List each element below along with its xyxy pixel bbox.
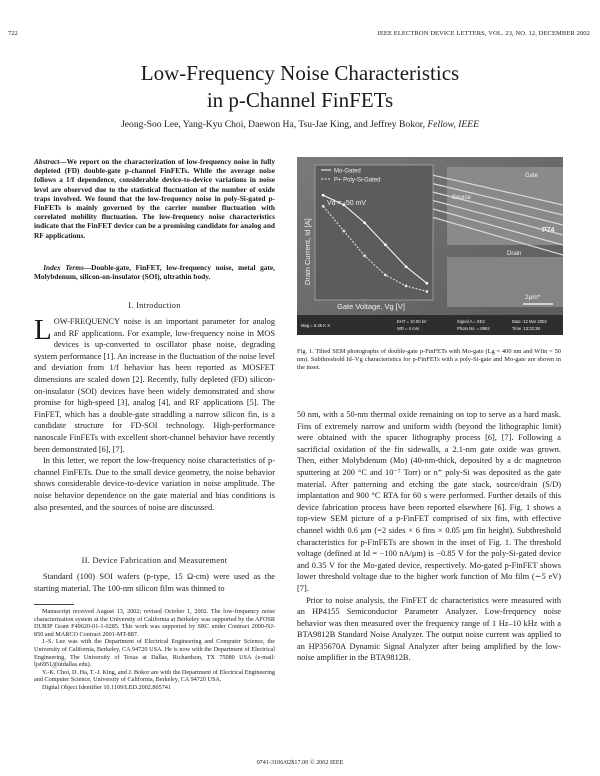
info-time: Time :13:22:38 bbox=[512, 326, 540, 331]
author-list bbox=[0, 119, 600, 130]
figure-1-caption: Fig. 1. Tilted SEM photographs of double-gate p-FinFETs with Mo-gate (Lg = 400 nm and Wfin = 50 nm). Subthreshold Id–Vg characteristics for p-FinFETs with a poly-Si-gate and Mo-gate are shown in the inset. bbox=[297, 348, 561, 372]
right-paragraph-2: Prior to noise analysis, the FinFET dc characteristics were measured with an HP4155 Semiconductor Parameter Analyzer. Low-frequency noise behavior was then measured over the frequency range of 1 Hz–10 kHz with a BTA9812B Standard Noise Analyzer. The output noise current was applied to an HP35670A Dynamic Signal Analyzer after being amplified by the low-noise amplifier in the BTA9812B. bbox=[297, 595, 561, 663]
right-column-body bbox=[297, 409, 561, 664]
journal-header: IEEE ELECTRON DEVICE LETTERS, VOL. 23, NO. 12, DECEMBER 2002 bbox=[377, 30, 590, 37]
title-line-1: Low-Frequency Noise Characteristics bbox=[140, 61, 460, 85]
scale-label: 2μm* bbox=[525, 294, 541, 301]
drop-cap: L bbox=[34, 314, 52, 346]
sem-image bbox=[297, 157, 563, 335]
fabrication-paragraph-1: Standard (100) SOI wafers (p-type, 15 Ω-cm) were used as the starting material. The 100-nm silicon film was thinned to bbox=[34, 572, 275, 593]
section-heading-fabrication: II. Device Fabrication and Measurement bbox=[81, 556, 228, 565]
footnote-rule bbox=[34, 604, 74, 605]
sem-info-bar bbox=[297, 315, 563, 335]
legend-mo: Mo-Gated bbox=[334, 168, 361, 175]
page-number: 722 bbox=[8, 30, 18, 37]
source-label: Source bbox=[452, 195, 472, 201]
info-mag: Mag = 6.36 K X bbox=[301, 323, 330, 328]
section-heading-introduction: I. Introduction bbox=[128, 301, 181, 310]
drain-region bbox=[447, 257, 563, 307]
author-names: Jeong-Soo Lee, Yang-Kyu Choi, Daewon Ha, Tsu-Jae King, and Jeffrey Bokor, bbox=[121, 119, 426, 130]
paper-title bbox=[0, 60, 600, 114]
right-paragraph-1: 50 nm, with a 50-nm thermal oxide remaining on top to serve as a hard mask. Fins of extremely narrow and uniform width (beyond the lithographic limit) were obtained with the spacer lithography process [6], [7]. Following a sacrificial oxidation of the fin sidewalls, a 2.1-nm gate oxide was grown. Then, either Molybdenum (Mo) (40-nm-thick, deposited by a dc magnetron sputtering at 200 °C and 10⁻⁷ Torr) or n⁺ poly-Si was deposited as the gate material. After patterning and etching the gate stack, source/drain (S/D) implantation and 900 °C RTA for 60 s were performed. Further details of this device fabrication process have been reported elsewhere [6]. Fig. 1 shows a top-view SEM picture of a p-FinFET comprised of six fins, with effective channel width 0.6 μm (=2 sides × 6 fins × 0.05 μm fin height). Subthreshold characteristics for p-FinFETs are shown in the inset of Fig. 1. The threshold voltage (defined at Id = −100 nA/μm) is −0.85 V for the poly-Si-gated device and 0.35 V for the Mo-gated device, respectively. Mo-gated p-FinFET shows lower threshold voltage due to the higher work function of Mo film (∼5 eV) [7]. bbox=[297, 410, 561, 593]
footnote-others: Y.-K. Choi, D. Ha, T.-J. King, and J. Bokor are with the Department of Electrical Engineering and Computer Science, University of California, Berkeley, CA 94720 USA. bbox=[34, 668, 275, 684]
figure-1-sem bbox=[297, 157, 563, 335]
index-terms-lead: Index Terms— bbox=[43, 263, 92, 272]
corner-label: P74 bbox=[542, 227, 555, 234]
footnote-doi: Digital Object Identifier 10.1109/LED.2002.805741 bbox=[42, 683, 171, 691]
index-terms-text: Double-gate, FinFET, low-frequency noise, metal gate, Molybdenum, silicon-on-insulator (SOI), ultrathin body. bbox=[34, 263, 275, 282]
legend-poly: P+ Poly-Si-Gated bbox=[334, 177, 381, 184]
drain-label: Drain bbox=[507, 251, 522, 257]
y-axis-label: Drain Current, Id [A] bbox=[303, 218, 312, 285]
footnotes bbox=[34, 608, 275, 692]
index-terms bbox=[34, 263, 275, 281]
info-eht: EHT = 10.00 kV bbox=[397, 319, 427, 324]
info-date: Date :12 Mar 2002 bbox=[512, 319, 547, 324]
footnote-lee: J.-S. Lee was with the Department of Electrical Engineering and Computer Science, the University of California, Berkeley, CA 94720 USA. He is now with the Department of Electrical Engineering, The University of Texas at Dallas, Richardson, TX 75080 USA (e-mail: ljs6951@utdallas.edu). bbox=[34, 638, 275, 669]
info-photo: Photo No. = 8962 bbox=[457, 326, 490, 331]
vd-annotation: Vd = -50 mV bbox=[327, 200, 367, 207]
author-fellow: Fellow, IEEE bbox=[427, 119, 479, 130]
abstract bbox=[34, 157, 275, 240]
intro-paragraph-1-text: noise is an important parameter for analog and RF applications. For example, low-frequency noise in MOS devices is up-converted to oscillator phase noise, degrading system performance [1]. An increase in the fluctuation of the noise level and deviation from 1/f behavior has been reported as MOSFET dimensions are scaled down [2]. Recently, fully depleted (FD) silicon-on-insulator (SOI) devices have been widely demonstrated and show promise for high-speed [3], analog [4], and RF applications [5]. The FinFET, which has a double-gate straddling a narrow silicon fin, is a candidate structure for FD-SOI technology. High-performance nanoscale FinFETs with excellent short-channel behavior have recently been demonstrated [6], [7]. bbox=[34, 317, 275, 454]
intro-paragraph-1 bbox=[34, 316, 275, 455]
intro-lead-caps: OW-FREQUENCY bbox=[53, 317, 120, 326]
info-wd: WD = 4 mm bbox=[397, 326, 420, 331]
introduction-body bbox=[34, 316, 275, 513]
intro-paragraph-2: In this letter, we report the low-frequency noise characteristics of p-channel FinFETs. Due to the small device geometry, the noise behavior shows considerable device-to-device variation in noise amplitude. The noise behavior dependence on the gate material and bias conditions is also presented, and the sources of noise are discussed. bbox=[34, 456, 275, 512]
x-axis-label: Gate Voltage, Vg [V] bbox=[337, 302, 405, 311]
fabrication-body bbox=[34, 571, 275, 594]
info-signal: Signal A = SE2 bbox=[457, 319, 485, 324]
gate-label: Gate bbox=[525, 173, 539, 179]
abstract-lead: Abstract— bbox=[34, 157, 67, 166]
copyright-line: 0741-3106/02$17.00 © 2002 IEEE bbox=[256, 759, 344, 766]
abstract-text: We report on the characterization of low-frequency noise in fully depleted (FD) double-gate p-channel FinFETs. While the average noise follows a 1/f dependence, considerable device-to-device variations in noise level are observed due to the statistical fluctuation of the number of oxide traps involved. We found that the low-frequency noise in poly-Si-gated p-FinFETs is mainly governed by the carrier number fluctuation with correlated mobility fluctuation. The low-frequency noise characteristics indicate that the FinFET device can be a promising candidate for analog and RF applications. bbox=[34, 157, 275, 240]
title-line-2: in p-Channel FinFETs bbox=[206, 88, 394, 112]
footnote-manuscript: Manuscript received August 13, 2002; revised October 1, 2002. The low-frequency noise characterization system at the University of California at Berkeley was supported by the AFOSR DURIP Grant F49620-01-1-0285. This work was supported by SRC under Contract 2000-NJ-850 and MARCO Contract 2001-MT-887. bbox=[34, 608, 275, 638]
